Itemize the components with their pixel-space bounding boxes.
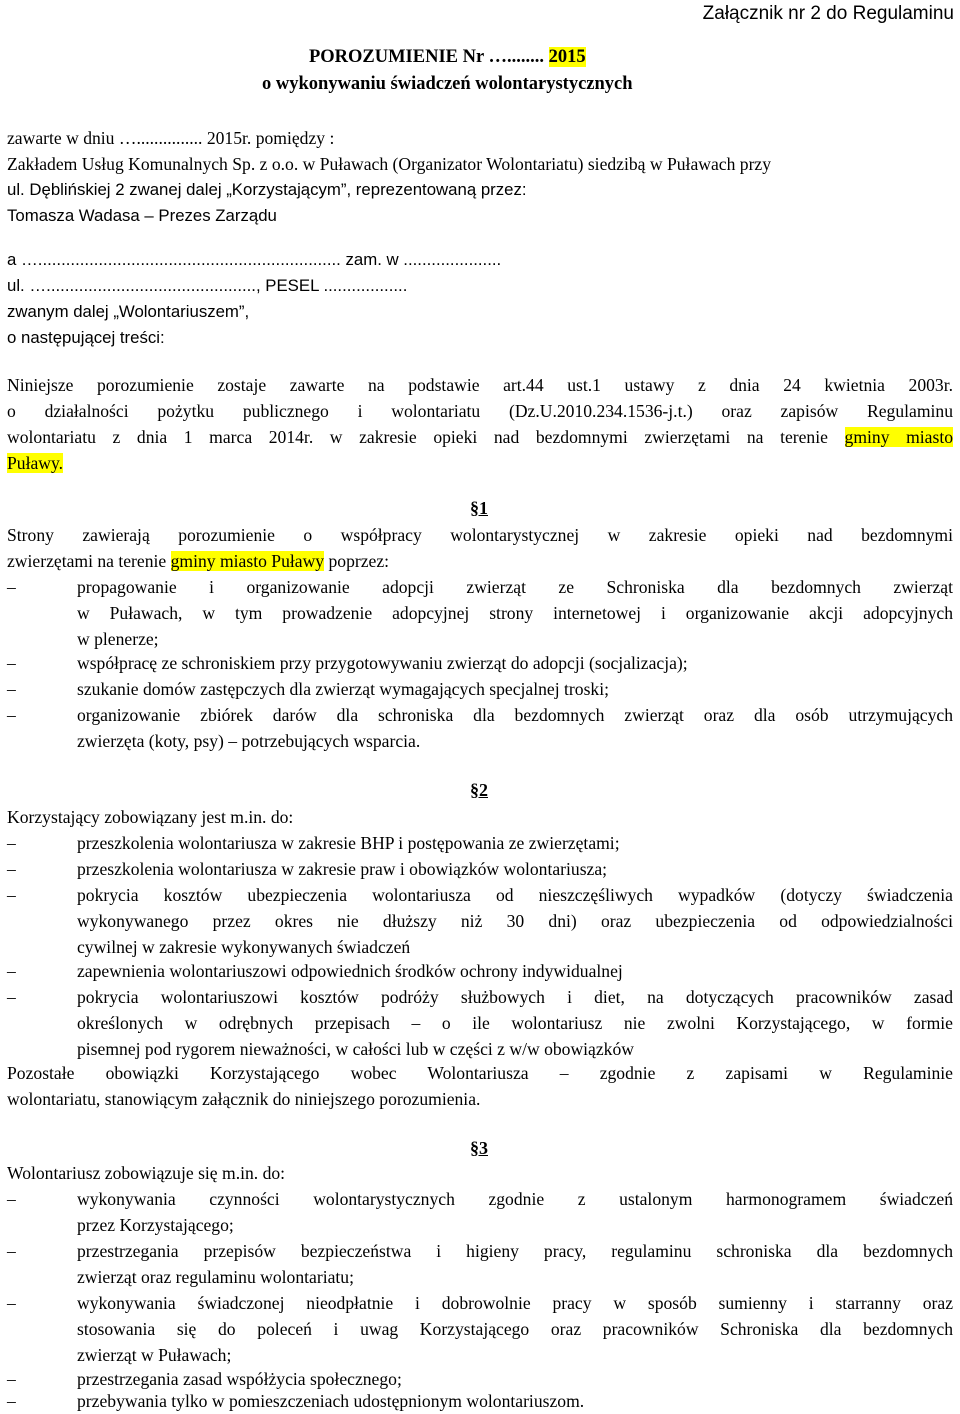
dash-bullet: – — [7, 987, 16, 1007]
intro-line-1: zawarte w dniu …............... 2015r. pomiędzy : — [7, 128, 335, 148]
list-item — [7, 1388, 953, 1414]
list-item-line: zapewnienia wolontariuszowi odpowiednich środków ochrony indywidualnej — [77, 961, 623, 981]
dash-bullet: – — [7, 1293, 16, 1313]
section-2-intro: Korzystający zobowiązany jest m.in. do: — [7, 807, 294, 827]
section-1-line-1: Strony zawierają porozumienie o współpracy wolontarystycznej w zakresie opieki nad bezdomnymi — [7, 525, 953, 545]
dash-bullet: – — [7, 1369, 16, 1389]
list-item — [7, 856, 953, 882]
list-item — [7, 1186, 953, 1238]
list-item-line: określonych w odrębnych przepisach – o ile wolontariusz nie zwolni Korzystającego, w formie — [77, 1013, 953, 1034]
list-item — [7, 702, 953, 754]
list-item — [7, 1238, 953, 1290]
highlight-pulawy: Puławy. — [7, 453, 64, 473]
list-item-line: przeszkolenia wolontariusza w zakresie BHP i postępowania ze zwierzętami; — [77, 833, 620, 853]
basis-line-3-text: wolontariatu z dnia 1 marca 2014r. w zakresie opieki nad bezdomnymi zwierzętami na terenie — [7, 427, 845, 447]
list-item-line: przestrzegania zasad współżycia społecznego; — [77, 1369, 402, 1389]
list-item — [7, 958, 953, 984]
list-item-line: przestrzegania przepisów bezpieczeństwa i higieny pracy, regulaminu schroniska dla bezdomnych — [77, 1241, 953, 1261]
list-item-line: zwierzęta (koty, psy) – potrzebujących wsparcia. — [77, 731, 421, 752]
basis-line-2: o działalności pożytku publicznego i wolontariatu (Dz.U.2010.234.1536-j.t.) oraz zapisów Regulaminu — [7, 401, 953, 421]
dash-bullet: – — [7, 679, 16, 699]
list-item-line: propagowanie i organizowanie adopcji zwierząt ze Schroniska dla bezdomnych zwierząt — [77, 577, 953, 597]
list-item-line: wykonywania świadczonej nieodpłatnie i dobrowolnie pracy w sposób sumienny i starranny oraz — [77, 1293, 953, 1313]
dash-bullet: – — [7, 1189, 16, 1209]
party-address-line: ul. …............................................., PESEL .................. — [7, 276, 408, 295]
list-item — [7, 882, 953, 960]
intro-line-3: ul. Dęblińskiej 2 zwanej dalej „Korzystającym”, reprezentowaną przez: — [7, 180, 527, 199]
section-1-line-2 — [7, 548, 953, 574]
dash-bullet: – — [7, 961, 16, 981]
list-item — [7, 650, 953, 676]
dash-bullet: – — [7, 705, 16, 725]
document-title — [262, 44, 633, 98]
highlight-gmina: gminy miasto — [844, 427, 953, 447]
basis-line-4 — [7, 450, 953, 476]
highlight-gmina-pulawy: gminy miasto Puławy — [170, 551, 325, 571]
dash-bullet: – — [7, 1391, 16, 1411]
section-2-outro-2: wolontariatu, stanowiącym załącznik do niniejszego porozumienia. — [7, 1089, 481, 1109]
section-3-intro: Wolontariusz zobowiązuje się m.in. do: — [7, 1163, 286, 1183]
basis-line-1: Niniejsze porozumienie zostaje zawarte na podstawie art.44 ust.1 ustawy z dnia 24 kwietnia 2003r. — [7, 375, 953, 395]
dash-bullet: – — [7, 1241, 16, 1261]
list-item-line: w plenerze; — [77, 629, 159, 650]
list-item-line: w Puławach, w tym prowadzenie adopcyjnej strony internetowej i organizowanie akcji adopcyjnych — [77, 603, 953, 624]
intro-line-2: Zakładem Usług Komunalnych Sp. z o.o. w Puławach (Organizator Wolontariatu) siedzibą w Puławach przy — [7, 154, 772, 174]
list-item — [7, 984, 953, 1062]
dash-bullet: – — [7, 885, 16, 905]
intro-line-8: o następującej treści: — [7, 328, 165, 347]
list-item-line: cywilnej w zakresie wykonywanych świadczeń — [77, 937, 411, 958]
section-3-heading: §3 — [470, 1138, 488, 1158]
list-item-line: pokrycia kosztów ubezpieczenia wolontariusza od nieszczęśliwych wypadków (dotyczy świadczenia — [77, 885, 953, 905]
list-item-line: pokrycia wolontariuszowi kosztów podróży służbowych i diet, na dotyczących pracowników zasad — [77, 987, 953, 1007]
list-item — [7, 1290, 953, 1368]
section-1-heading: §1 — [470, 498, 488, 518]
dash-bullet: – — [7, 653, 16, 673]
section-2-heading: §2 — [470, 780, 488, 800]
dash-bullet: – — [7, 577, 16, 597]
intro-line-7: zwanym dalej „Wolontariuszem”, — [7, 302, 250, 321]
list-item-line: przeszkolenia wolontariusza w zakresie praw i obowiązków wolontariusza; — [77, 859, 608, 879]
title-line-1 — [262, 44, 633, 71]
list-item-line: szukanie domów zastępczych dla zwierząt wymagających specjalnej troski; — [77, 679, 609, 699]
annex-label: Załącznik nr 2 do Regulaminu — [702, 3, 954, 24]
list-item-line: współpracę ze schroniskiem przy przygotowywaniu zwierząt do adopcji (socjalizacja); — [77, 653, 688, 673]
list-item — [7, 676, 953, 702]
list-item-line: wykonywania czynności wolontarystycznych zgodnie z ustalonym harmonogramem świadczeń — [77, 1189, 953, 1209]
basis-line-3 — [7, 424, 953, 450]
title-year-highlight: 2015 — [548, 47, 586, 67]
list-item — [7, 830, 953, 856]
party-name-line: a …................................................................. zam. w ..................... — [7, 250, 502, 269]
list-item — [7, 574, 953, 652]
list-item-line: stosowania się do poleceń i uwag Korzystającego oraz pracowników Schroniska dla bezdomnych — [77, 1319, 953, 1340]
section-1-line-2-text: zwierzętami na terenie — [7, 551, 171, 571]
dash-bullet: – — [7, 833, 16, 853]
section-1-line-2-end: poprzez: — [324, 551, 390, 571]
list-item-line: wykonywanego przez okres nie dłuższy niż 30 dni) oraz ubezpieczenia od odpowiedzialności — [77, 911, 953, 932]
list-item-line: pisemnej pod rygorem nieważności, w całości lub w części z w/w obowiązków — [77, 1039, 634, 1060]
dash-bullet: – — [7, 859, 16, 879]
title-number: POROZUMIENIE Nr …........ — [308, 47, 549, 67]
section-2-outro-1: Pozostałe obowiązki Korzystającego wobec Wolontariusza – zgodnie z zapisami w Regulaminie — [7, 1063, 953, 1083]
title-line-2: o wykonywaniu świadczeń wolontarystycznych — [262, 74, 633, 94]
list-item-line: organizowanie zbiórek darów dla schroniska dla bezdomnych zwierząt oraz dla osób utrzymujących — [77, 705, 953, 725]
list-item-line: przebywania tylko w pomieszczeniach udostępnionym wolontariuszom. — [77, 1391, 585, 1411]
list-item-line: zwierząt w Puławach; — [77, 1345, 232, 1366]
list-item-line: przez Korzystającego; — [77, 1215, 234, 1236]
list-item-line: zwierząt oraz regulaminu wolontariatu; — [77, 1267, 354, 1288]
intro-line-4: Tomasza Wadasa – Prezes Zarządu — [7, 206, 277, 225]
